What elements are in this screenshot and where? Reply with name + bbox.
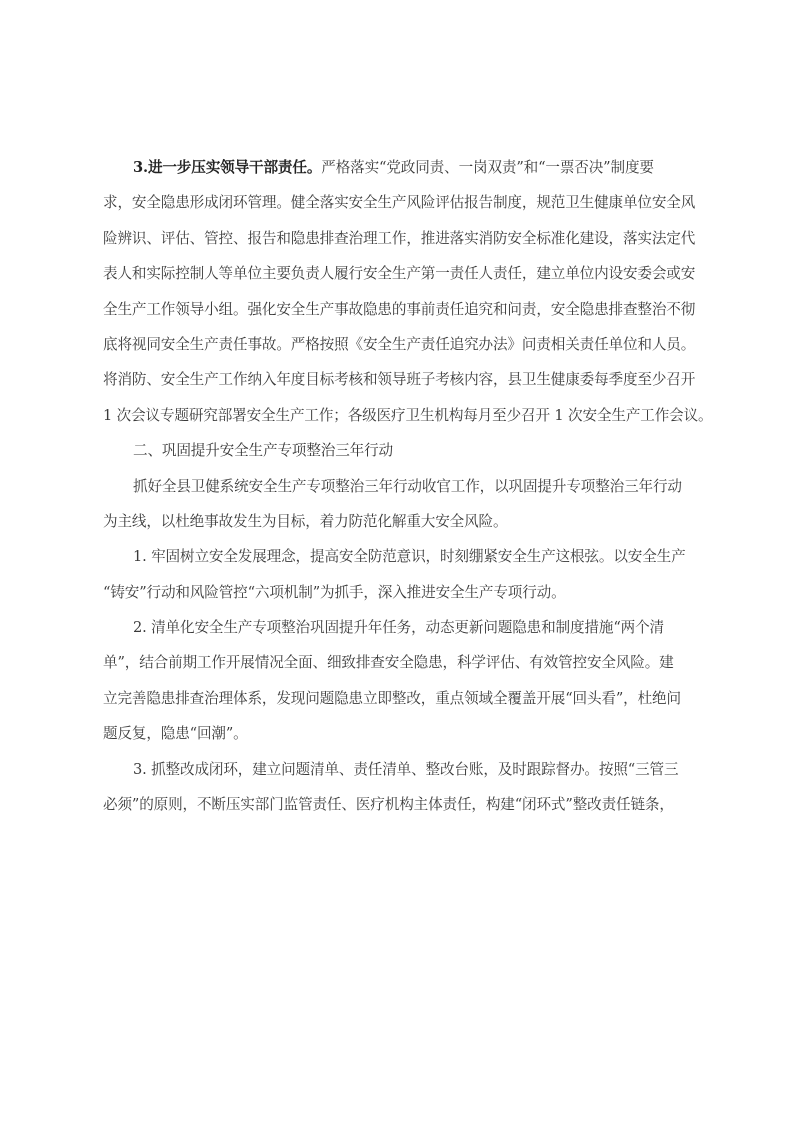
paragraph-line: 险辨识、评估、管控、报告和隐患排查治理工作，推进落实消防安全标准化建设，落实法定代	[103, 229, 696, 247]
paragraph-line: 抓好全县卫健系统安全生产专项整治三年行动收官工作，以巩固提升专项整治三年行动	[133, 477, 682, 495]
paragraph-line: 求，安全隐患形成闭环管理。健全落实安全生产风险评估报告制度，规范卫生健康单位安全风	[103, 194, 696, 212]
section-bold-title: 进一步压实领导干部责任。	[147, 159, 322, 176]
paragraph-text: 严格落实“党政同责、一岗双责”和“一票否决”制度要	[321, 159, 654, 176]
paragraph-line: 全生产工作领导小组。强化安全生产事故隐患的事前责任追究和问责，安全隐患排查整治不彻	[103, 300, 696, 318]
list-item-line: 单”，结合前期工作开展情况全面、细致排查安全隐患，科学评估、有效管控安全风险。建	[103, 654, 674, 672]
list-item-line: 1. 牢固树立安全发展理念，提高安全防范意识，时刻绷紧安全生产这根弦。以安全生产	[133, 548, 686, 566]
document-page	[103, 158, 713, 830]
paragraph-line: 1 次会议专题研究部署安全生产工作；各级医疗卫生机构每月至少召开 1 次安全生产工作会议。	[103, 406, 713, 424]
list-item-line: 立完善隐患排查治理体系，发现问题隐患立即整改，重点领域全覆盖开展“回头看”，杜绝问	[103, 689, 681, 707]
paragraph-line: 表人和实际控制人等单位主要负责人履行安全生产第一责任人责任，建立单位内设安委会或安	[103, 265, 696, 283]
paragraph-line	[103, 158, 681, 193]
section-heading: 二、巩固提升安全生产专项整治三年行动	[133, 442, 393, 460]
list-item-line: 题反复，隐患“回潮”。	[103, 725, 248, 743]
section-number: 3.	[133, 159, 148, 176]
paragraph-line: 将消防、安全生产工作纳入年度目标考核和领导班子考核内容，县卫生健康委每季度至少召开	[103, 371, 696, 389]
paragraph-line: 底将视同安全生产责任事故。严格按照《安全生产责任追究办法》问责相关责任单位和人员。	[103, 335, 696, 353]
paragraph-line: 为主线，以杜绝事故发生为目标，着力防范化解重大安全风险。	[103, 512, 508, 530]
list-item-line: “铸安”行动和风险管控“六项机制”为抓手，深入推进安全生产专项行动。	[103, 583, 566, 601]
list-item-line: 2. 清单化安全生产专项整治巩固提升年任务，动态更新问题隐患和制度措施“两个清	[133, 619, 664, 637]
list-item-line: 必须”的原则，不断压实部门监管责任、医疗机构主体责任，构建“闭环式”整改责任链条，	[103, 796, 674, 814]
list-item-line: 3. 抓整改成闭环，建立问题清单、责任清单、整改台账，及时跟踪督办。按照“三管三	[133, 760, 679, 778]
